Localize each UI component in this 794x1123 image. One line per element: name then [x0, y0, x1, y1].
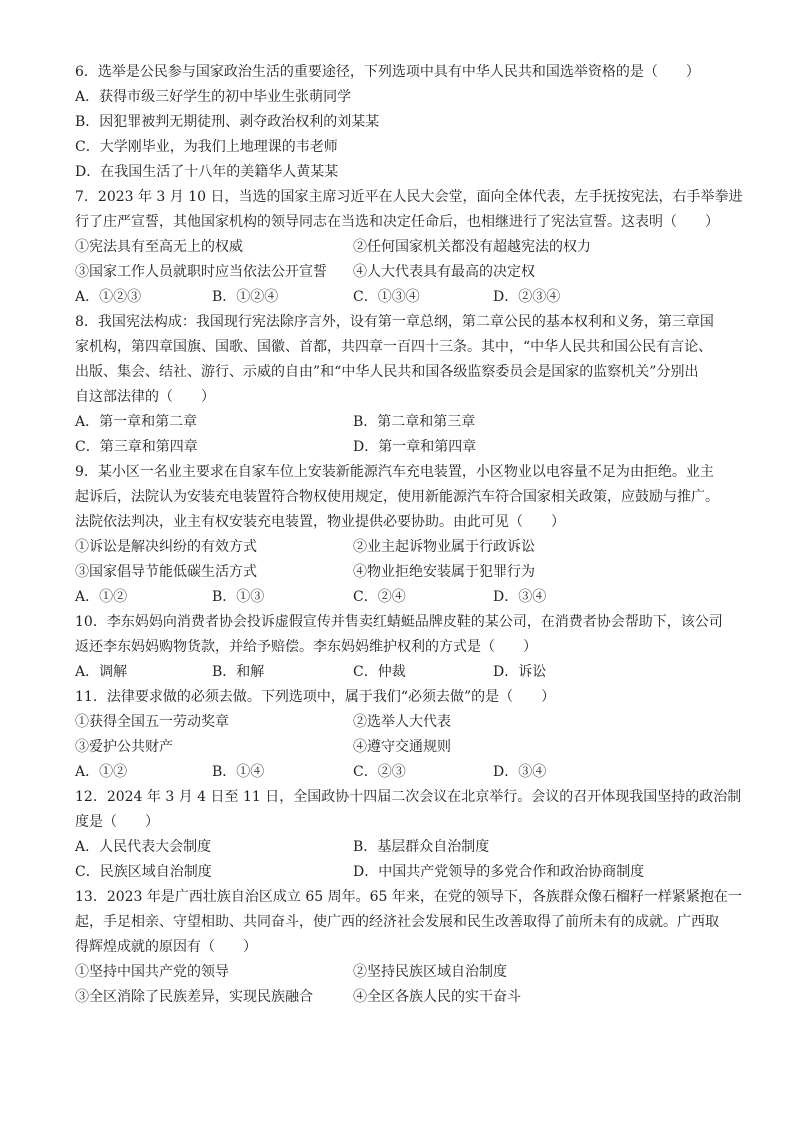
question-13	[75, 885, 794, 1010]
statement-4: ④人大代表具有最高的决定权	[353, 264, 535, 280]
option-c: C．①③④	[353, 289, 420, 305]
option-b: B．基层群众自治制度	[353, 839, 490, 855]
option-d: D．第一章和第四章	[353, 439, 477, 455]
question-12	[75, 785, 794, 885]
option-d: D．在我国生活了十八年的美籍华人黄某某	[75, 164, 339, 180]
question-stem-line: 10．李东妈妈向消费者协会投诉虚假宣传并售卖红蜻蜓品牌皮鞋的某公司，在消费者协会帮助下，该公司	[75, 614, 723, 630]
option-c: C．②③	[353, 764, 406, 780]
option-b: B．①②④	[212, 289, 279, 305]
option-c: C．第三章和第四章	[75, 439, 198, 455]
option-row	[75, 660, 794, 685]
option-row	[75, 760, 794, 785]
statement-1: ①坚持中国共产党的领导	[75, 964, 229, 980]
statement-row	[75, 535, 794, 560]
option-c: C．大学刚毕业，为我们上地理课的韦老师	[75, 139, 338, 155]
statement-row	[75, 235, 794, 260]
statement-4: ④遵守交通规则	[353, 739, 451, 755]
statement-3: ③国家工作人员就职时应当依法公开宣誓	[75, 264, 327, 280]
question-9	[75, 460, 794, 610]
option-a: A．调解	[75, 664, 128, 680]
statement-1: ①诉讼是解决纠纷的有效方式	[75, 539, 257, 555]
statement-row	[75, 735, 794, 760]
question-stem-line: 9．某小区一名业主要求在自家车位上安装新能源汽车充电装置，小区物业以电容量不足为由拒绝。业主	[75, 464, 714, 480]
option-b: B．和解	[212, 664, 265, 680]
question-6	[75, 60, 794, 185]
statement-4: ④全区各族人民的实干奋斗	[353, 989, 521, 1005]
option-d: D．②③④	[493, 289, 561, 305]
statement-2: ②坚持民族区域自治制度	[353, 964, 507, 980]
option-d: D．中国共产党领导的多党合作和政治协商制度	[353, 864, 645, 880]
option-a: A．①②	[75, 589, 128, 605]
option-c: C．仲裁	[353, 664, 406, 680]
question-7	[75, 185, 794, 310]
statement-1: ①宪法具有至高无上的权威	[75, 239, 243, 255]
option-row	[75, 410, 794, 435]
statement-3: ③爱护公共财产	[75, 739, 173, 755]
option-row	[75, 435, 794, 460]
statement-row	[75, 985, 794, 1010]
question-stem-line: 法院依法判决，业主有权安装充电装置，物业提供必要协助。由此可见（ ）	[75, 514, 565, 530]
option-a: A．①②③	[75, 289, 142, 305]
option-d: D．③④	[493, 589, 547, 605]
option-row	[75, 860, 794, 885]
statement-row	[75, 960, 794, 985]
question-stem-line: 起，手足相亲、守望相助、共同奋斗，使广西的经济社会发展和民生改善取得了前所未有的成就。广西取	[75, 914, 719, 930]
question-stem-line: 家机构，第四章国旗、国歌、国徽、首都，共四章一百四十三条。其中，“中华人民共和国公民有言论、	[75, 339, 713, 355]
option-d: D．诉讼	[493, 664, 547, 680]
statement-2: ②任何国家机关都没有超越宪法的权力	[353, 239, 591, 255]
option-c: C．②④	[353, 589, 406, 605]
statement-3: ③全区消除了民族差异，实现民族融合	[75, 989, 313, 1005]
option-b: B．①③	[212, 589, 265, 605]
question-stem-line: 6．选举是公民参与国家政治生活的重要途径，下列选项中具有中华人民共和国选举资格的是（ ）	[75, 64, 700, 80]
question-stem-line: 起诉后，法院认为安装充电装置符合物权使用规定，使用新能源汽车符合国家相关政策，应鼓励与推广。	[75, 489, 719, 505]
statement-2: ②业主起诉物业属于行政诉讼	[353, 539, 535, 555]
option-c: C．民族区域自治制度	[75, 864, 212, 880]
statement-1: ①获得全国五一劳动奖章	[75, 714, 229, 730]
option-a: A．第一章和第二章	[75, 414, 198, 430]
question-11	[75, 685, 794, 785]
option-row	[75, 285, 794, 310]
question-stem-line: 11．法律要求做的必须去做。下列选项中，属于我们“必须去做”的是（ ）	[75, 689, 556, 705]
statement-4: ④物业拒绝安装属于犯罪行为	[353, 564, 535, 580]
option-row	[75, 585, 794, 610]
option-a: A．①②	[75, 764, 128, 780]
option-a: A．人民代表大会制度	[75, 839, 212, 855]
question-stem-line: 出版、集会、结社、游行、示威的自由”和“中华人民共和国各级监察委员会是国家的监察机关”分别出	[75, 364, 699, 380]
option-d: D．③④	[493, 764, 547, 780]
statement-row	[75, 560, 794, 585]
question-stem-line: 8．我国宪法构成：我国现行宪法除序言外，设有第一章总纲，第二章公民的基本权利和义务，第三章国	[75, 314, 714, 330]
question-stem-line: 度是（ ）	[75, 814, 159, 830]
question-10	[75, 610, 794, 685]
question-stem-line: 7．2023 年 3 月 10 日，当选的国家主席习近平在人民大会堂，面向全体代表，左手抚按宪法，右手举拳进	[75, 189, 743, 205]
statement-3: ③国家倡导节能低碳生活方式	[75, 564, 257, 580]
question-8	[75, 310, 794, 460]
statement-row	[75, 710, 794, 735]
question-stem-line: 得辉煌成就的原因有（ ）	[75, 939, 257, 955]
question-stem-line: 12．2024 年 3 月 4 日至 11 日，全国政协十四届二次会议在北京举行。会议的召开体现我国坚持的政治制	[75, 789, 742, 805]
option-b: B．第二章和第三章	[353, 414, 476, 430]
question-stem-line: 自这部法律的（ ）	[75, 389, 215, 405]
statement-2: ②选举人大代表	[353, 714, 451, 730]
question-stem-line: 行了庄严宣誓，其他国家机构的领导同志在当选和决定任命后，也相继进行了宪法宣誓。这表明（ ）	[75, 214, 719, 230]
option-b: B．①④	[212, 764, 265, 780]
statement-row	[75, 260, 794, 285]
question-stem-line: 13．2023 年是广西壮族自治区成立 65 周年。65 年来，在党的领导下，各族群众像石榴籽一样紧紧抱在一	[75, 889, 742, 905]
option-b: B．因犯罪被判无期徒刑、剥夺政治权利的刘某某	[75, 114, 380, 130]
option-a: A．获得市级三好学生的初中毕业生张萌同学	[75, 89, 352, 105]
question-stem-line: 返还李东妈妈购物货款，并给予赔偿。李东妈妈维护权利的方式是（ ）	[75, 639, 537, 655]
option-row	[75, 835, 794, 860]
